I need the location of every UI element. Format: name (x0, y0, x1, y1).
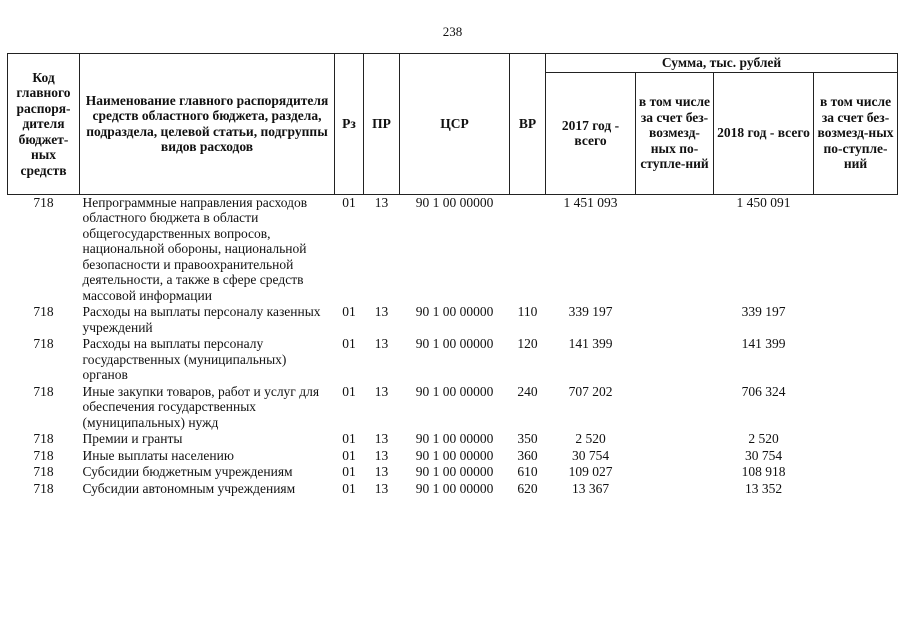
cell-rz: 01 (342, 336, 356, 351)
cell-pr: 13 (374, 336, 389, 351)
cell-total-2018: 30 754 (744, 447, 783, 463)
cell-total-2017: 2 520 (575, 431, 606, 446)
cell-nonrepay-2018 (814, 481, 898, 498)
cell-pr: 13 (374, 480, 389, 496)
table-row (8, 464, 898, 481)
table-row (8, 481, 898, 498)
page-number: 238 (442, 24, 463, 39)
cell-nonrepay-2018 (814, 336, 898, 384)
cell-total-2018: 13 352 (744, 480, 783, 496)
cell-total-2017: 30 754 (571, 447, 610, 463)
cell-pr: 13 (374, 464, 389, 479)
header-vr: ВР (510, 54, 546, 195)
cell-nonrepay-2017 (636, 336, 714, 384)
cell-vr (510, 194, 546, 304)
cell-pr: 13 (374, 304, 389, 319)
cell-csr: 90 1 00 00000 (415, 194, 494, 210)
cell-csr: 90 1 00 00000 (415, 447, 494, 463)
cell-rz: 01 (342, 480, 356, 496)
cell-nonrepay-2017 (636, 304, 714, 336)
cell-name: Иные выплаты населению (82, 447, 234, 463)
cell-nonrepay-2018 (814, 448, 898, 465)
cell-nonrepay-2017 (636, 194, 714, 304)
cell-nonrepay-2017 (636, 431, 714, 448)
cell-name: Расходы на выплаты персоналу государственных (муниципальных) органов (82, 336, 287, 382)
cell-rz: 01 (342, 304, 356, 319)
cell-nonrepay-2018 (814, 431, 898, 448)
cell-name: Субсидии бюджетным учреждениям (82, 464, 293, 479)
cell-name: Непрограммные направления расходов областного бюджета в области общегосударственных вопросов, национальной обороны, национальной безопасности и правоохранительной деятельности, а также в сфере средств массовой информации (82, 194, 308, 303)
cell-total-2017: 109 027 (568, 464, 613, 479)
cell-csr: 90 1 00 00000 (415, 336, 494, 351)
cell-csr: 90 1 00 00000 (415, 480, 494, 496)
header-code: Код главного распоря-дителя бюджет-ных средств (8, 54, 80, 195)
cell-rz: 01 (342, 194, 356, 210)
cell-rz: 01 (342, 447, 356, 463)
table-row (8, 384, 898, 432)
header-pr: ПР (364, 54, 400, 195)
cell-vr: 240 (517, 383, 538, 399)
header-nonrepay-2017: в том числе за счет без-возмезд-ных по-ступле-ний (636, 72, 714, 194)
cell-csr: 90 1 00 00000 (415, 431, 494, 446)
cell-rz: 01 (342, 431, 356, 446)
cell-rz: 01 (342, 383, 356, 399)
cell-nonrepay-2017 (636, 384, 714, 432)
cell-pr: 13 (374, 194, 389, 210)
cell-total-2018: 108 918 (741, 464, 786, 479)
cell-total-2017: 141 399 (568, 336, 613, 351)
cell-code: 718 (33, 480, 54, 496)
header-csr: ЦСР (400, 54, 510, 195)
table-row (8, 336, 898, 384)
cell-total-2017: 13 367 (571, 480, 610, 496)
cell-pr: 13 (374, 447, 389, 463)
table-row (8, 431, 898, 448)
cell-csr: 90 1 00 00000 (415, 464, 494, 479)
cell-total-2017: 1 451 093 (563, 194, 618, 210)
cell-total-2018: 339 197 (741, 304, 786, 319)
cell-total-2018: 1 450 091 (736, 194, 791, 210)
table-header (8, 54, 898, 195)
cell-code: 718 (33, 431, 54, 446)
cell-nonrepay-2018 (814, 194, 898, 304)
cell-nonrepay-2018 (814, 464, 898, 481)
budget-table (7, 53, 898, 497)
header-sum-group: Сумма, тыс. рублей (546, 54, 898, 73)
table-row (8, 194, 898, 304)
table-row (8, 448, 898, 465)
cell-vr: 620 (517, 480, 538, 496)
cell-code: 718 (33, 304, 54, 319)
cell-nonrepay-2017 (636, 481, 714, 498)
header-total-2017: 2017 год - всего (546, 72, 636, 194)
cell-vr: 120 (517, 336, 538, 351)
cell-total-2018: 706 324 (741, 383, 786, 399)
cell-code: 718 (33, 383, 54, 399)
cell-csr: 90 1 00 00000 (415, 304, 494, 319)
cell-total-2017: 707 202 (568, 383, 613, 399)
header-name: Наименование главного распорядителя средств областного бюджета, раздела, подраздела, целевой статьи, подгруппы видов расходов (80, 54, 335, 195)
table-body (8, 194, 898, 497)
cell-pr: 13 (374, 431, 389, 446)
cell-total-2018: 2 520 (748, 431, 779, 446)
cell-rz: 01 (342, 464, 356, 479)
cell-nonrepay-2018 (814, 304, 898, 336)
cell-nonrepay-2017 (636, 448, 714, 465)
cell-name: Премии и гранты (82, 431, 183, 446)
header-total-2018: 2018 год - всего (714, 72, 814, 194)
cell-vr: 110 (517, 304, 538, 319)
cell-total-2017: 339 197 (568, 304, 613, 319)
cell-vr: 360 (517, 447, 538, 463)
cell-total-2018: 141 399 (741, 336, 786, 351)
cell-name: Субсидии автономным учреждениям (82, 480, 296, 496)
cell-pr: 13 (374, 383, 389, 399)
cell-name: Иные закупки товаров, работ и услуг для обеспечения государственных (муниципальных) нужд (82, 383, 320, 430)
cell-name: Расходы на выплаты персоналу казенных учреждений (82, 304, 321, 335)
cell-nonrepay-2018 (814, 384, 898, 432)
header-nonrepay-2018: в том числе за счет без-возмезд-ных по-ступле-ний (814, 72, 898, 194)
cell-vr: 610 (517, 464, 538, 479)
cell-csr: 90 1 00 00000 (415, 383, 494, 399)
cell-code: 718 (33, 464, 54, 479)
header-rz: Рз (335, 54, 364, 195)
cell-code: 718 (33, 447, 54, 463)
table-row (8, 304, 898, 336)
cell-code: 718 (33, 336, 54, 351)
cell-code: 718 (33, 194, 54, 210)
cell-nonrepay-2017 (636, 464, 714, 481)
cell-vr: 350 (517, 431, 538, 446)
